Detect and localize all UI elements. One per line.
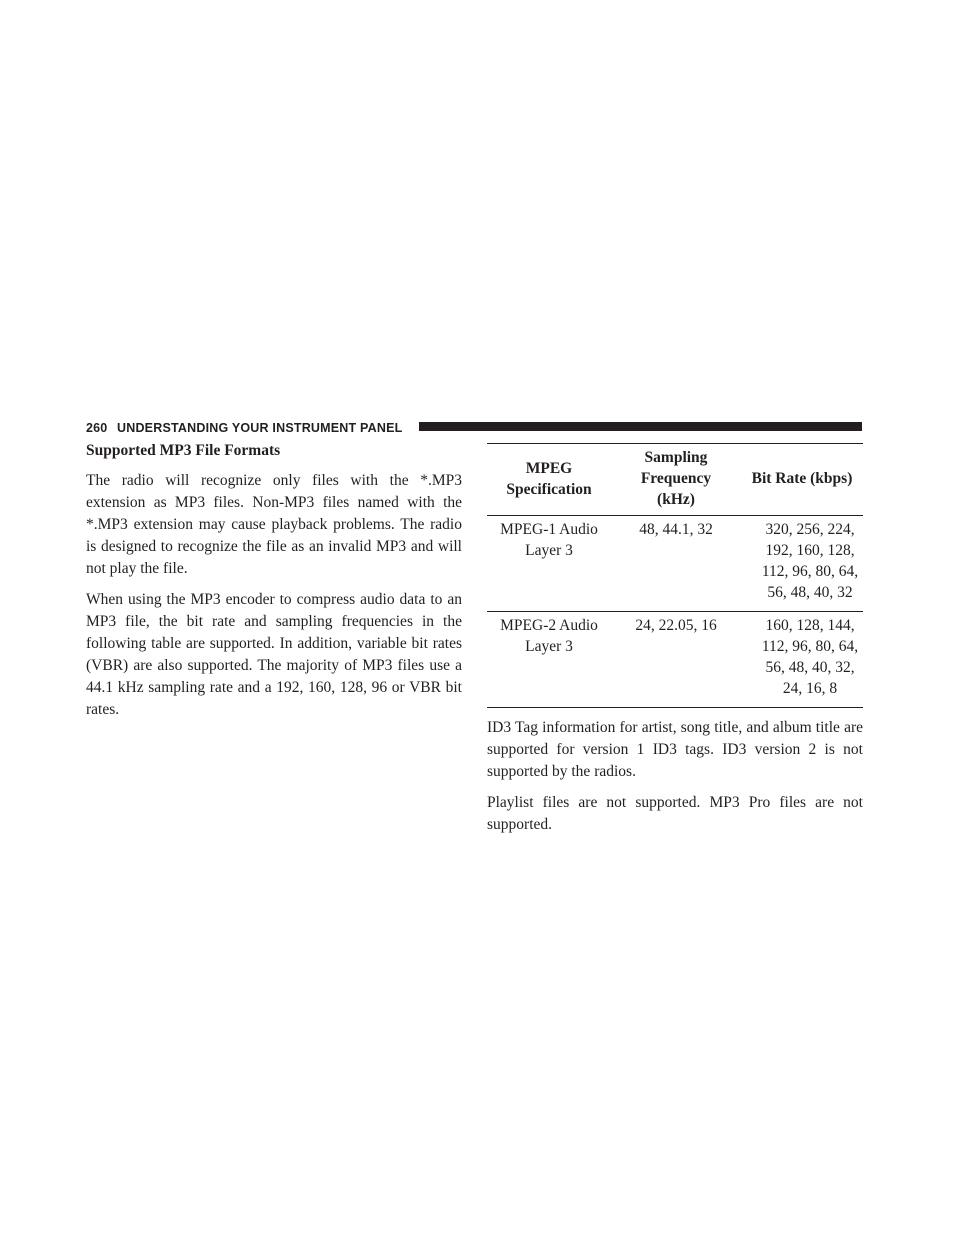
cell-line: 56, 48, 40, 32,: [765, 659, 855, 676]
right-column: [487, 443, 863, 845]
header-line: Specification: [506, 480, 592, 498]
header-line: Sampling: [644, 449, 708, 466]
header-rule: [419, 422, 862, 431]
header-line: Bit Rate (kbps): [751, 470, 853, 487]
cell-line: 24, 16, 8: [782, 680, 838, 697]
cell-line: 24, 22.05, 16: [635, 617, 717, 634]
cell-spec: [487, 612, 611, 708]
cell-line: 192, 160, 128,: [765, 542, 855, 559]
section-heading: Supported MP3 File Formats: [86, 442, 281, 459]
mp3-format-table: [487, 443, 863, 708]
page-header: [86, 419, 862, 437]
cell-line: 112, 96, 80, 64,: [761, 563, 859, 580]
cell-line: MPEG-2 Audio: [500, 617, 598, 634]
cell-line: Layer 3: [525, 542, 573, 559]
header-mpeg-specification: [487, 444, 611, 516]
cell-frequency: [611, 612, 741, 708]
left-column: [86, 440, 462, 730]
paragraph-file-recognition: The radio will recognize only files with the *.MP3 extension as MP3 files. Non-MP3 files named with the *.MP3 extension may cause playback problems. The radio is designed to recognize the file as an invalid MP3 and will not play the file.: [86, 472, 462, 577]
cell-line: MPEG-1 Audio: [500, 521, 598, 538]
header-sampling-frequency: [611, 444, 741, 516]
paragraph-encoder-bit-rates: When using the MP3 encoder to compress audio data to an MP3 file, the bit rate and sampling frequencies in the following table are supported. In addition, variable bit rates (VBR) are also supported. The majority of MP3 files use a 44.1 kHz sampling rate and a 192, 160, 128, 96 or VBR bit rates.: [86, 591, 462, 718]
paragraph-id3-tags: ID3 Tag information for artist, song title, and album title are supported for version 1 ID3 tags. ID3 version 2 is not supported by the radios.: [487, 719, 863, 780]
header-line: MPEG: [525, 459, 573, 477]
cell-bit-rate: [741, 516, 863, 612]
page-number: 260: [86, 421, 108, 435]
cell-line: 48, 44.1, 32: [639, 521, 713, 538]
table-row: [487, 612, 863, 708]
cell-bit-rate: [741, 612, 863, 708]
header-line: (kHz): [657, 491, 695, 508]
cell-line: 160, 128, 144,: [765, 617, 855, 634]
cell-line: 56, 48, 40, 32: [767, 584, 853, 601]
header-line: Frequency: [640, 470, 712, 487]
cell-line: 112, 96, 80, 64,: [761, 638, 859, 655]
cell-line: Layer 3: [525, 638, 573, 655]
table-header-row: [487, 444, 863, 516]
cell-line: 320, 256, 224,: [765, 521, 855, 538]
running-head: UNDERSTANDING YOUR INSTRUMENT PANEL: [117, 421, 403, 435]
cell-frequency: [611, 516, 741, 612]
header-bit-rate: [741, 444, 863, 516]
paragraph-playlist-support: Playlist files are not supported. MP3 Pro files are not supported.: [487, 794, 863, 833]
cell-spec: [487, 516, 611, 612]
table-row: [487, 516, 863, 612]
